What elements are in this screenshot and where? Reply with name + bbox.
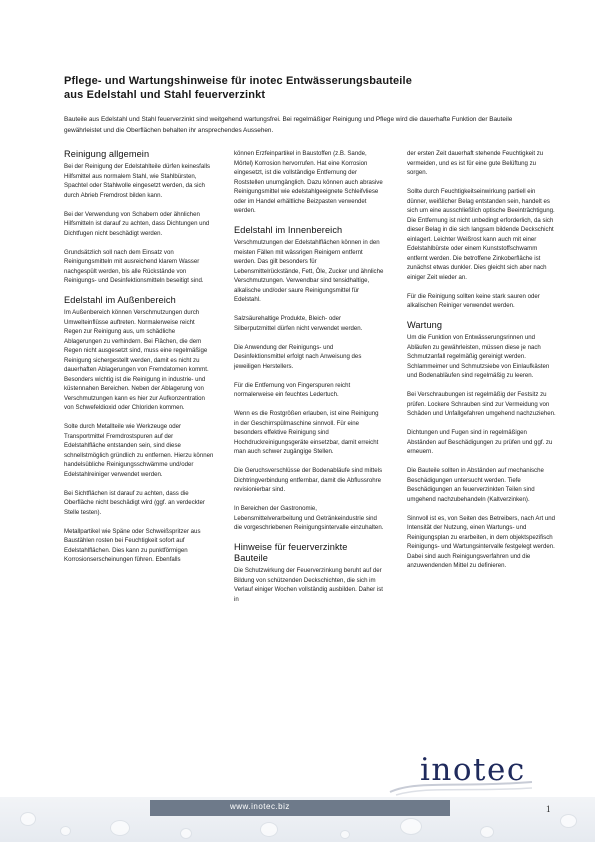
- paragraph: Bei Sichtflächen ist darauf zu achten, dass die Oberfläche nicht beschädigt wird (ggf. an verdeckter Stelle testen).: [64, 489, 205, 516]
- heading-line: Hinweise für feuerverzinkte: [234, 542, 348, 552]
- paragraph: Grundsätzlich soll nach dem Einsatz von Reinigungsmitteln mit ausreichend klarem Wasser nachgespült werden, bis alle Rückstände von Reinigungs- und Desinfektionsmitteln beseitigt sind.: [64, 248, 204, 284]
- heading-line: Bauteile: [234, 553, 269, 563]
- heading-edelstahl-aussenbereich: Edelstahl im Außenbereich: [64, 295, 176, 305]
- paragraph: der ersten Zeit dauerhaft stehende Feuchtigkeit zu vermeiden, und es ist für eine gute Belüftung zu sorgen.: [407, 150, 544, 176]
- paragraph: Metallpartikel wie Späne oder Schweißspritzer aus Baustählen rosten bei Feuchtigkeit sofort auf Edelstahlflächen. Dies kann zu punktförmigen Korrosionserscheinungen führen. Ebenfalls: [64, 527, 201, 563]
- page-number: 1: [546, 804, 551, 814]
- paragraph: Um die Funktion von Entwässerungsrinnen und Abläufen zu gewährleisten, müssen diese je nach Schmutzanfall regelmäßig gereinigt werden. Schlammeimer und Schmutzsiebe von Einlaufkästen und Bodenabläufen sind regelmäßig zu leeren.: [407, 334, 550, 379]
- website-link[interactable]: www.inotec.biz: [230, 802, 290, 811]
- heading-feuerverzinkte-bauteile: [234, 542, 384, 564]
- paragraph: Bei der Reinigung der Edelstahlteile dürfen keinesfalls Hilfsmittel aus normalem Stahl, wie Stahlbürsten, Spachtel oder Stahlwolle eingesetzt werden, da sich durch Abrieb Fremdrost bilden kann.: [64, 163, 211, 199]
- water-drop-decoration: [180, 828, 192, 839]
- paragraph: Bei der Verwendung von Schabern oder ähnlichen Hilfsmitteln ist darauf zu achten, dass Dichtungen und Dichtfugen nicht beschädigt werden.: [64, 210, 210, 237]
- heading-wartung: Wartung: [407, 320, 443, 330]
- paragraph: Die Anwendung der Reinigungs- und Desinfektionsmittel erfolgt nach Anweisung des jeweiligen Herstellers.: [234, 343, 362, 370]
- paragraph: Bei Verschraubungen ist regelmäßig der Festsitz zu prüfen. Lockere Schrauben sind zur Vermeidung von Schäden und Unfallgefahren umgehend nachzuziehen.: [407, 391, 556, 417]
- water-drop-decoration: [480, 826, 494, 838]
- footer-bar: [150, 800, 450, 816]
- paragraph: können Erzfeinpartikel in Baustoffen (z.B. Sande, Mörtel) Korrosion hervorrufen. Hat eine Korrosion eingesetzt, ist die vollständige Entfernung der Roststellen unumgänglich. Dazu können auch abrasive Reinigungsmittel wie edelstahlgeeignete Schleifvliese oder im Handel erhältliche Beizpasten verwendet werden.: [234, 150, 383, 214]
- title-line-2: aus Edelstahl und Stahl feuerverzinkt: [64, 89, 266, 101]
- column-3: [407, 149, 557, 580]
- paragraph: Salzsäurehaltige Produkte, Bleich- oder Silberputzmittel dürfen nicht verwendet werden.: [234, 315, 363, 332]
- water-drop-decoration: [60, 826, 71, 836]
- paragraph: Für die Entfernung von Fingerspuren reicht normalerweise ein feuchtes Ledertuch.: [234, 381, 351, 398]
- paragraph: Für die Reinigung sollten keine stark sauren oder alkalischen Reiniger verwendet werden.: [407, 292, 540, 309]
- paragraph: Im Außenbereich können Verschmutzungen durch Umwelteinflüsse auftreten. Normalerweise reicht Regen zur Reinigung aus, um schädliche Ablagerungen zu verhindern. Bei Flächen, die dem Regen nicht ausgesetzt sind, muss eine regelmäßige Reinigung sichergestellt werden, damit es nicht zu dauerhaften Ablagerungen von Fremdatomen kommt. Besonders wichtig ist die Reinigung in industrie- und küstennahen Bereichen. Neben der Ablagerung von Verschmutzungen kann es hier zur Aufkonzentration von Schwefeldioxid oder Chloriden kommen.: [64, 309, 209, 411]
- document-title: [64, 74, 544, 102]
- paragraph: Die Schutzwirkung der Feuerverzinkung beruht auf der Bildung von schützenden Deckschichten, die sich im Verlauf einiger Wochen vollständig ausbilden. Daher ist in: [234, 567, 383, 603]
- title-line-1: Pflege- und Wartungshinweise für inotec Entwässerungsbauteile: [64, 75, 412, 87]
- heading-reinigung-allgemein: Reinigung allgemein: [64, 149, 150, 159]
- paragraph: In Bereichen der Gastronomie, Lebensmittelverarbeitung und Getränkeindustrie sind die vorgeschriebenen Reinigungsintervalle einzuhalten.: [234, 505, 384, 531]
- paragraph: Die Bauteile sollten in Abständen auf mechanische Beschädigungen untersucht werden. Tiefe Beschädigungen an feuerverzinkten Teilen sind umgehend nachzubehandeln (Kaltverzinken).: [407, 467, 544, 503]
- paragraph: Die Geruchsverschlüsse der Bodenabläufe sind mittels Dichtringverbindung entfernbar, damit die Abflussrohre revisionierbar sind.: [234, 467, 383, 493]
- inotec-logo: inotec: [420, 752, 526, 788]
- paragraph: Solte durch Metallteile wie Werkzeuge oder Transportmittel Fremdrostspuren auf der Edelstahlfläche entstanden sein, sind diese schnellstmöglich gründlich zu entfernen. Hierzu können handelsübliche Reinigungsschwämme und/oder Edelstahlreiniger verwendet werden.: [64, 423, 214, 478]
- water-drop-decoration: [20, 812, 36, 826]
- water-drop-decoration: [260, 822, 278, 837]
- water-drop-decoration: [340, 830, 350, 839]
- heading-edelstahl-innenbereich: Edelstahl im Innenbereich: [234, 225, 343, 235]
- intro-paragraph: Bauteile aus Edelstahl und Stahl feuerverzinkt sind weitgehend wartungsfrei. Bei regelmäßiger Reinigung und Pflege wird die dauerhafte Funktion der Bauteile gewährleistet und die Oberflächen behalten ihr ansprechendes Aussehen.: [64, 116, 513, 135]
- water-drop-decoration: [110, 820, 130, 836]
- paragraph: Sinnvoll ist es, von Seiten des Betreibers, nach Art und Intensität der Nutzung, einen Wartungs- und Reinigungsplan zu erarbeiten, in dem objektspezifisch Reinigungs- und Wartungsintervalle festgelegt werden. Dabei sind auch Reinigungsverfahren und die anzuwendenden Mittel zu definieren.: [407, 514, 556, 569]
- paragraph: Sollte durch Feuchtigkeitseinwirkung partiell ein dünner, weißlicher Belag entstanden sein, handelt es sich um eine ausschließlich optische Beeinträchtigung. Die Entfernung ist nicht unbedingt erforderlich, da sich dieser Belag in die sich langsam bildende Deckschicht einlagert. Leichter Weißrost kann auch mit einer Edelstahlbürste oder einem Kunststoffschwamm entfernt werden. Die betroffene Zinkoberfläche ist zunächst etwas dunkler. Dies gleicht sich aber nach einiger Zeit wieder an.: [407, 188, 555, 281]
- paragraph: Dichtungen und Fugen sind in regelmäßigen Abständen auf Beschädigungen zu prüfen und ggf. zu erneuern.: [407, 429, 553, 455]
- water-drop-decoration: [560, 814, 577, 828]
- column-2: [234, 149, 384, 614]
- paragraph: Wenn es die Rostgrößen erlauben, ist eine Reinigung in der Geschirrspülmaschine sinnvoll. Für eine besonders effektive Reinigung sind Hochdruckreinigungsgeräte einsetzbar, damit erreicht man auch schwer zugängige Stellen.: [234, 410, 379, 455]
- column-1: [64, 149, 214, 574]
- water-drop-decoration: [400, 818, 422, 835]
- paragraph: Verschmutzungen der Edelstahlflächen können in den meisten Fällen mit wässrigen Reinigern entfernt werden. Das gilt besonders für Lebensmittelrückstände, Fett, Öle, Zucker und ähnliche Verschmutzungen. Verwendbar sind tensidhaltige, alkalische und/oder saure Reinigungsmittel für Edelstahl.: [234, 239, 384, 303]
